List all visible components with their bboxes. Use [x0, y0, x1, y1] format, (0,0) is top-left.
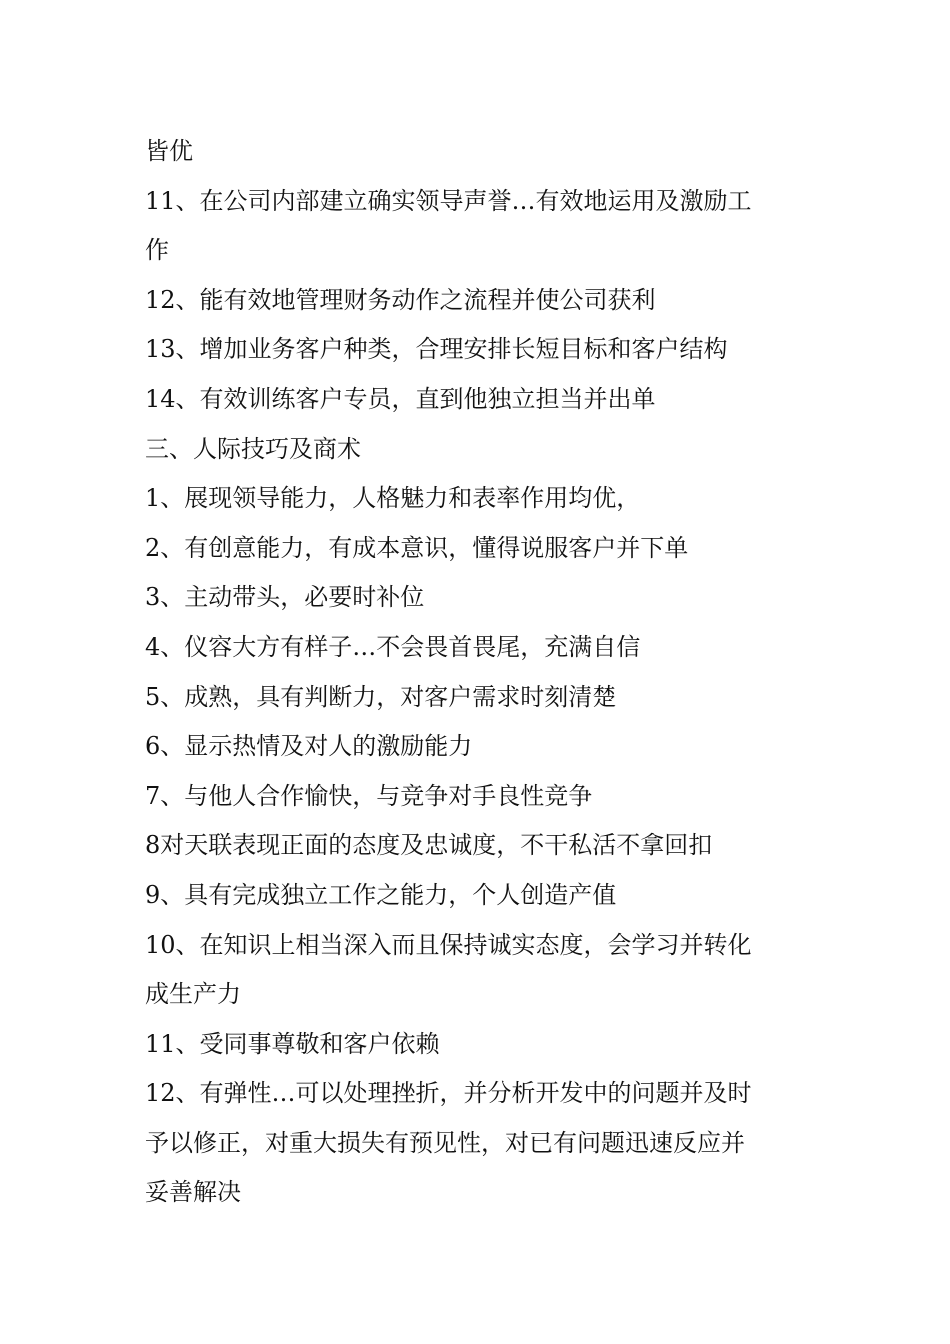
text-line: 10、在知识上相当深入而且保持诚实态度，会学习并转化 — [145, 930, 752, 959]
text-line: 7、与他人合作愉快，与竞争对手良性竞争 — [145, 781, 593, 810]
text-line: 6、显示热情及对人的激励能力 — [145, 732, 473, 761]
section-heading: 三、人际技巧及商术 — [145, 434, 361, 463]
text-line: 成生产力 — [145, 980, 241, 1009]
text-line: 9、具有完成独立工作之能力，个人创造产值 — [145, 880, 617, 909]
text-line: 8对天联表现正面的态度及忠诚度，不干私活不拿回扣 — [145, 831, 713, 860]
text-line: 11、在公司内部建立确实领导声誉…有效地运用及激励工 — [145, 186, 752, 215]
text-line: 予以修正，对重大损失有预见性，对已有问题迅速反应并 — [145, 1128, 745, 1157]
text-line: 皆优 — [145, 137, 193, 165]
text-line: 12、能有效地管理财务动作之流程并使公司获利 — [145, 285, 656, 314]
text-line: 2、有创意能力，有成本意识，懂得说服客户并下单 — [145, 533, 689, 562]
body-text — [145, 127, 810, 1218]
text-line: 12、有弹性…可以处理挫折，并分析开发中的问题并及时 — [145, 1079, 752, 1108]
text-line: 13、增加业务客户种类，合理安排长短目标和客户结构 — [145, 335, 728, 364]
text-line: 14、有效训练客户专员，直到他独立担当并出单 — [145, 384, 656, 413]
text-line: 作 — [145, 236, 169, 265]
text-line: 1、展现领导能力，人格魅力和表率作用均优， — [145, 484, 641, 513]
text-line: 3、主动带头，必要时补位 — [145, 583, 425, 612]
text-line: 11、受同事尊敬和客户依赖 — [145, 1029, 440, 1058]
text-line: 妥善解决 — [145, 1178, 241, 1207]
text-line: 4、仪容大方有样子…不会畏首畏尾，充满自信 — [145, 632, 641, 661]
text-line: 5、成熟，具有判断力，对客户需求时刻清楚 — [145, 682, 617, 711]
